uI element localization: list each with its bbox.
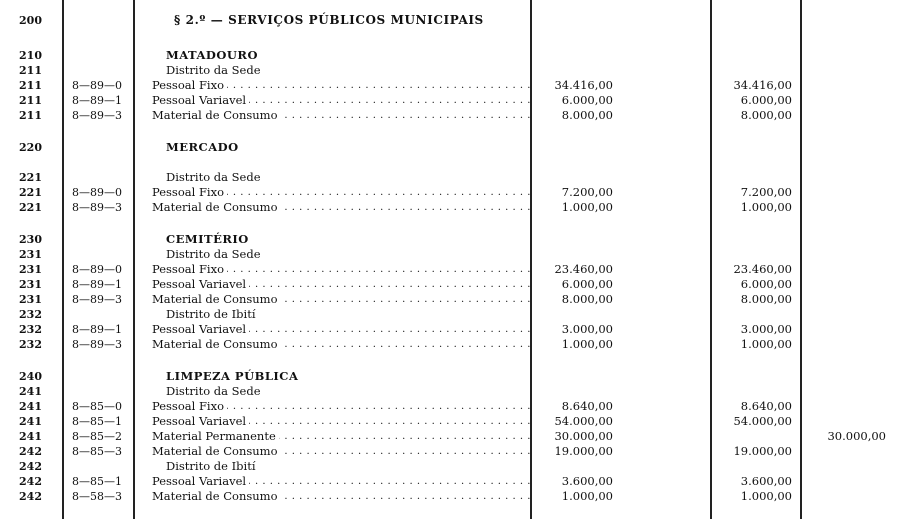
amount-custeio: 34.416,00 <box>733 78 792 92</box>
item-description-text: Pessoal Fixo <box>152 78 227 92</box>
table-row <box>0 414 905 429</box>
item-description <box>152 262 530 277</box>
table-row <box>0 108 905 123</box>
budget-code: 8—89—3 <box>72 338 122 351</box>
amount-total: 30.000,00 <box>554 429 613 443</box>
table-row <box>0 429 905 444</box>
item-description-text: Pessoal Fixo <box>152 399 227 413</box>
amount-custeio: 1.000,00 <box>740 489 792 503</box>
line-number: 241 <box>19 430 42 443</box>
item-description-text: Pessoal Variavel <box>152 277 249 291</box>
district-row <box>0 63 905 78</box>
line-number: 232 <box>19 308 42 321</box>
amount-custeio: 3.600,00 <box>740 474 792 488</box>
amount-custeio: 8.000,00 <box>740 108 792 122</box>
amount-total: 34.416,00 <box>554 78 613 92</box>
section-heading-row <box>0 232 905 247</box>
amount-total: 6.000,00 <box>561 277 613 291</box>
budget-code: 8—89—1 <box>72 278 122 291</box>
line-number: 242 <box>19 460 42 473</box>
district-row <box>0 384 905 399</box>
line-number: 240 <box>19 370 42 383</box>
item-description <box>152 399 530 414</box>
amount-total: 1.000,00 <box>561 489 613 503</box>
district-label: Distrito da Sede <box>166 170 261 184</box>
item-description-text: Pessoal Fixo <box>152 262 227 276</box>
amount-total: 8.000,00 <box>561 108 613 122</box>
item-description-text: Pessoal Fixo <box>152 185 227 199</box>
line-number: 221 <box>19 171 42 184</box>
amount-total: 1.000,00 <box>561 200 613 214</box>
table-row <box>0 93 905 108</box>
district-row <box>0 247 905 262</box>
district-label: Distrito da Sede <box>166 63 261 77</box>
line-number: 221 <box>19 201 42 214</box>
item-description <box>152 292 530 307</box>
item-description <box>152 474 530 489</box>
line-number: 231 <box>19 278 42 291</box>
section-heading: MATADOURO <box>166 48 258 62</box>
item-description-text: Material de Consumo <box>152 444 281 458</box>
amount-capital: 30.000,00 <box>827 429 886 443</box>
item-description-text: Pessoal Variavel <box>152 322 249 336</box>
budget-code: 8—85—1 <box>72 415 122 428</box>
item-description-text: Pessoal Variavel <box>152 414 249 428</box>
item-description-text: Material de Consumo <box>152 200 281 214</box>
page-title: § 2.º — SERVIÇOS PÚBLICOS MUNICIPAIS <box>174 13 484 27</box>
item-description <box>152 93 530 108</box>
table-row <box>0 200 905 215</box>
amount-custeio: 3.000,00 <box>740 322 792 336</box>
amount-custeio: 6.000,00 <box>740 93 792 107</box>
section-heading: MERCADO <box>166 140 239 154</box>
item-description <box>152 78 530 93</box>
item-description <box>152 277 530 292</box>
table-row <box>0 337 905 352</box>
line-number: 211 <box>19 109 42 122</box>
line-number: 242 <box>19 445 42 458</box>
amount-custeio: 1.000,00 <box>740 337 792 351</box>
line-number: 232 <box>19 338 42 351</box>
table-row <box>0 277 905 292</box>
district-label: Distrito de Ibití <box>166 307 256 321</box>
amount-custeio: 19.000,00 <box>733 444 792 458</box>
amount-total: 6.000,00 <box>561 93 613 107</box>
item-description-text: Material de Consumo <box>152 337 281 351</box>
section-heading-row <box>0 140 905 155</box>
item-description-text: Material de Consumo <box>152 108 281 122</box>
section-heading: CEMITÉRIO <box>166 232 249 246</box>
line-number: 200 <box>19 14 42 27</box>
table-row <box>0 399 905 414</box>
item-description-text: Material de Consumo <box>152 292 281 306</box>
line-number: 241 <box>19 400 42 413</box>
line-number: 211 <box>19 94 42 107</box>
district-row <box>0 307 905 322</box>
line-number: 242 <box>19 475 42 488</box>
line-number: 241 <box>19 385 42 398</box>
table-row <box>0 489 905 504</box>
section-heading: LIMPEZA PÚBLICA <box>166 369 299 383</box>
amount-custeio: 6.000,00 <box>740 277 792 291</box>
amount-custeio: 8.640,00 <box>740 399 792 413</box>
line-number: 242 <box>19 490 42 503</box>
amount-custeio: 54.000,00 <box>733 414 792 428</box>
table-row <box>0 185 905 200</box>
table-row <box>0 444 905 459</box>
district-label: Distrito da Sede <box>166 247 261 261</box>
item-description-text: Pessoal Variavel <box>152 474 249 488</box>
budget-code: 8—85—3 <box>72 445 122 458</box>
district-label: Distrito de Ibití <box>166 459 256 473</box>
line-number: 241 <box>19 415 42 428</box>
amount-total: 8.000,00 <box>561 292 613 306</box>
line-number: 231 <box>19 248 42 261</box>
item-description <box>152 200 530 215</box>
district-label: Distrito da Sede <box>166 384 261 398</box>
district-row <box>0 459 905 474</box>
table-row <box>0 322 905 337</box>
line-number: 221 <box>19 186 42 199</box>
item-description <box>152 337 530 352</box>
budget-code: 8—89—3 <box>72 293 122 306</box>
budget-code: 8—58—3 <box>72 490 122 503</box>
amount-total: 3.000,00 <box>561 322 613 336</box>
item-description-text: Pessoal Variavel <box>152 93 249 107</box>
item-description-text: Material de Consumo <box>152 489 281 503</box>
line-number: 232 <box>19 323 42 336</box>
budget-code: 8—89—3 <box>72 109 122 122</box>
section-heading-row <box>0 48 905 63</box>
budget-code: 8—89—1 <box>72 323 122 336</box>
table-row <box>0 262 905 277</box>
item-description <box>152 444 530 459</box>
budget-code: 8—85—2 <box>72 430 122 443</box>
amount-total: 23.460,00 <box>554 262 613 276</box>
amount-total: 3.600,00 <box>561 474 613 488</box>
budget-code: 8—89—1 <box>72 94 122 107</box>
line-number: 210 <box>19 49 42 62</box>
amount-custeio: 1.000,00 <box>740 200 792 214</box>
district-row <box>0 170 905 185</box>
budget-code: 8—85—1 <box>72 475 122 488</box>
budget-code: 8—89—3 <box>72 201 122 214</box>
line-number: 220 <box>19 141 42 154</box>
item-description <box>152 322 530 337</box>
item-description <box>152 185 530 200</box>
amount-custeio: 7.200,00 <box>740 185 792 199</box>
table-row <box>0 292 905 307</box>
section-heading-row <box>0 369 905 384</box>
line-number: 231 <box>19 263 42 276</box>
item-description <box>152 429 530 444</box>
table-row <box>0 474 905 489</box>
budget-code: 8—89—0 <box>72 186 122 199</box>
amount-total: 19.000,00 <box>554 444 613 458</box>
item-description <box>152 489 530 504</box>
item-description <box>152 108 530 123</box>
line-number: 230 <box>19 233 42 246</box>
amount-total: 1.000,00 <box>561 337 613 351</box>
line-number: 231 <box>19 293 42 306</box>
amount-total: 7.200,00 <box>561 185 613 199</box>
item-description <box>152 414 530 429</box>
amount-total: 54.000,00 <box>554 414 613 428</box>
amount-total: 8.640,00 <box>561 399 613 413</box>
line-number: 211 <box>19 79 42 92</box>
table-row <box>0 78 905 93</box>
amount-custeio: 8.000,00 <box>740 292 792 306</box>
budget-code: 8—85—0 <box>72 400 122 413</box>
budget-code: 8—89—0 <box>72 263 122 276</box>
item-description-text: Material Permanente <box>152 429 279 443</box>
amount-custeio: 23.460,00 <box>733 262 792 276</box>
line-number: 211 <box>19 64 42 77</box>
budget-code: 8—89—0 <box>72 79 122 92</box>
